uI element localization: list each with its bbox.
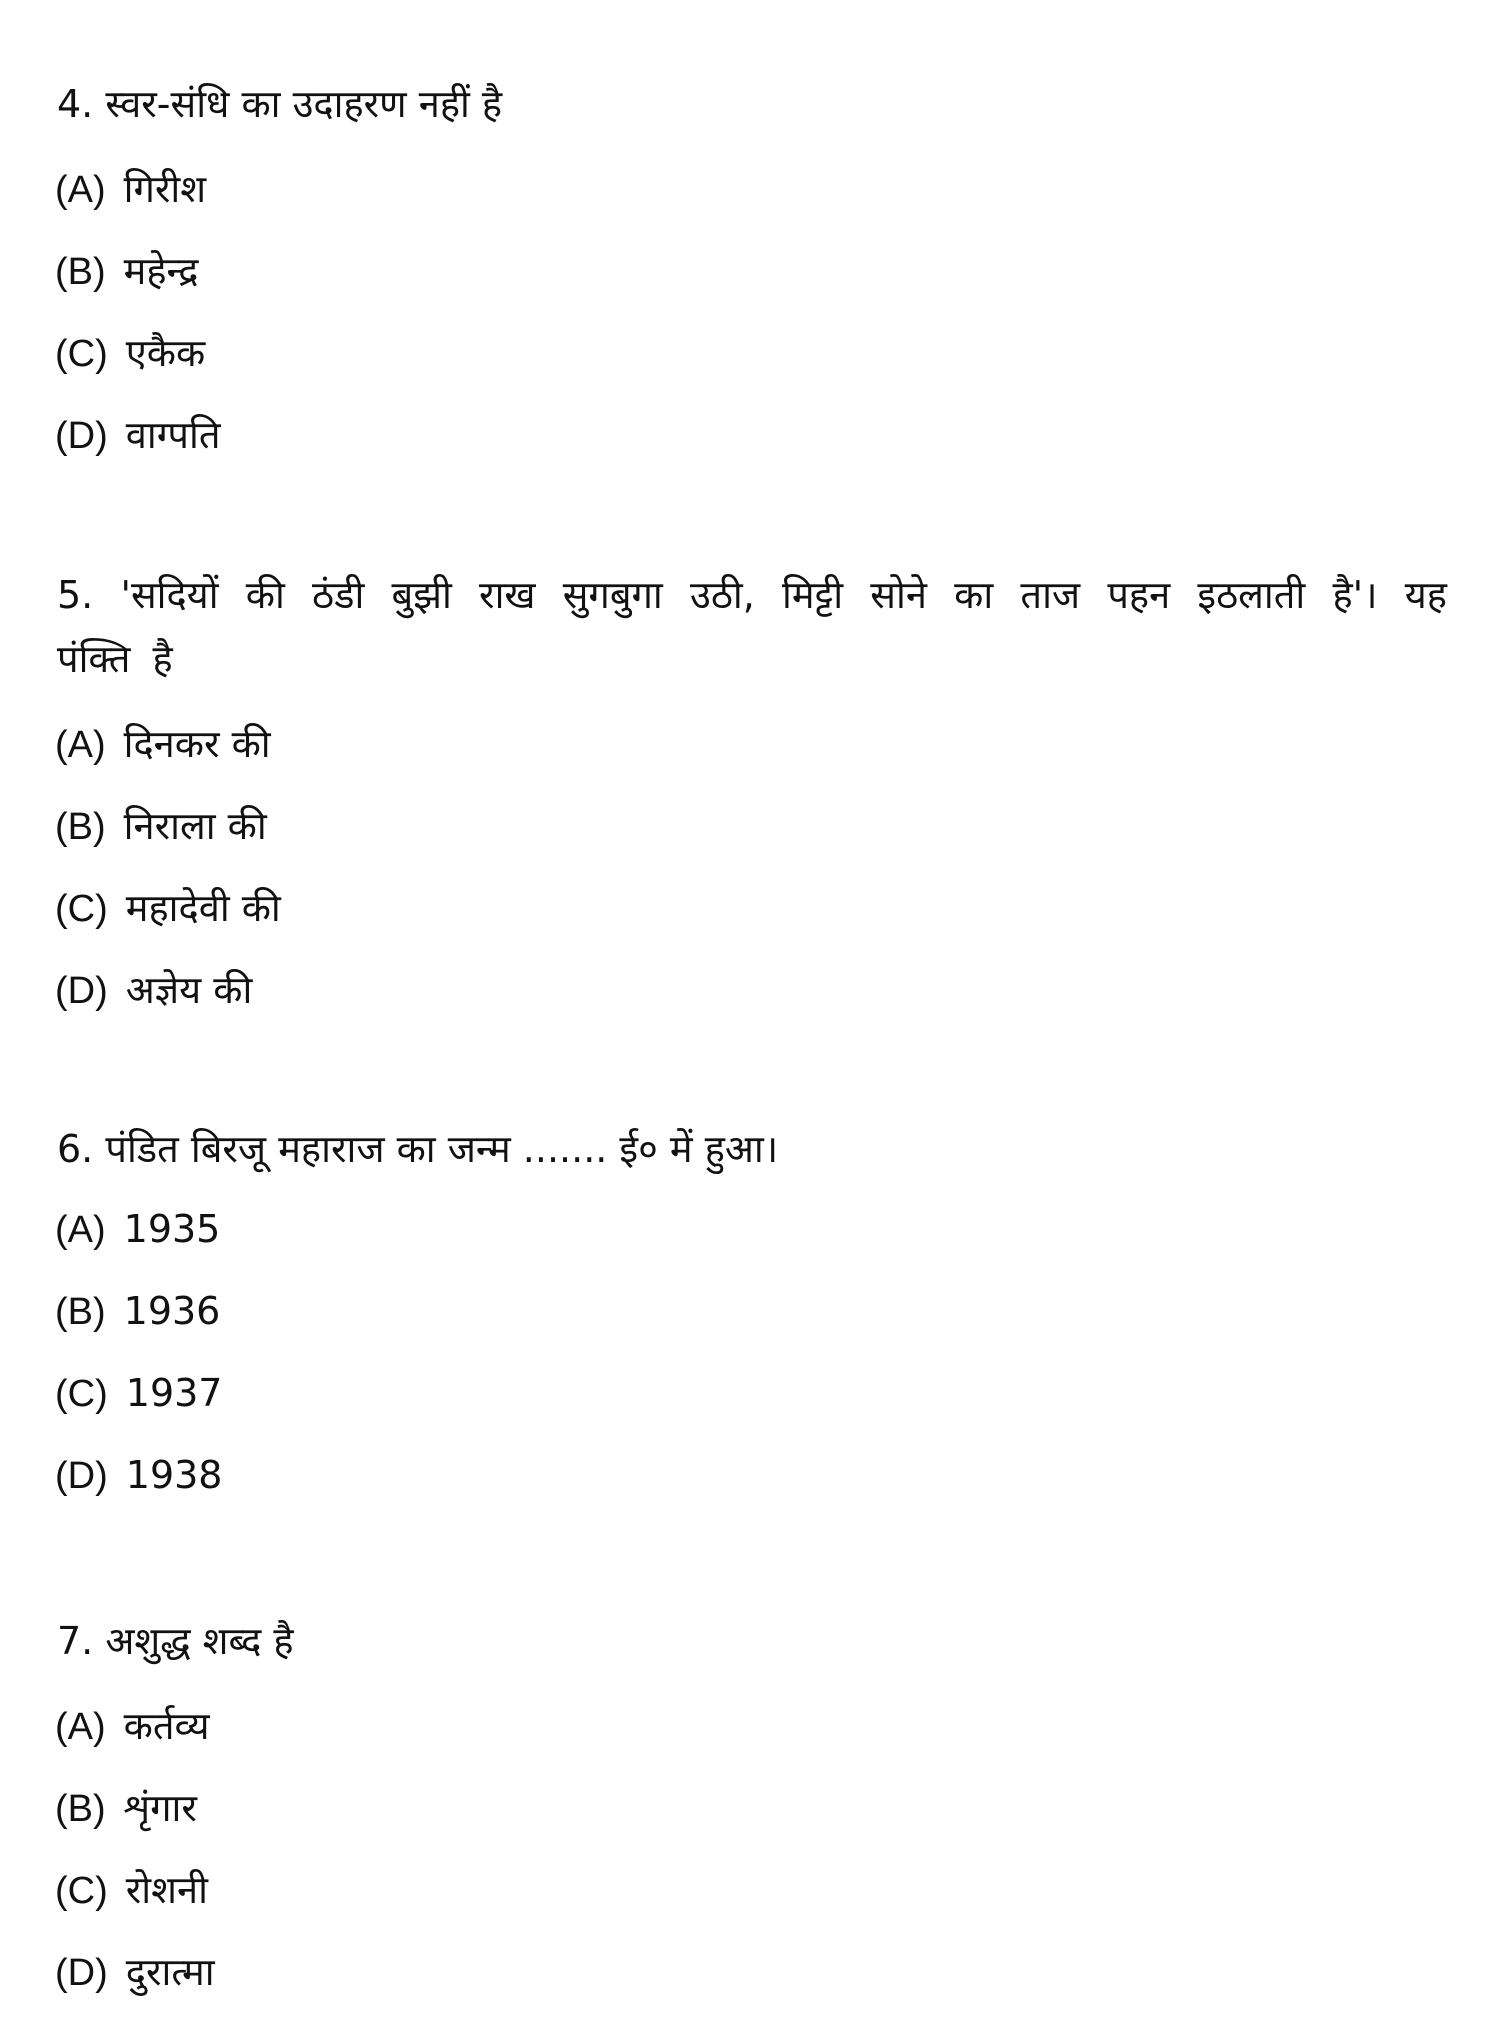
option-label: (A): [55, 1209, 106, 1251]
option-7d: [55, 1945, 215, 1997]
option-text: गिरीश: [123, 167, 207, 211]
option-text: कर्तव्य: [123, 1704, 210, 1748]
option-text: अज्ञेय की: [125, 968, 253, 1012]
option-5c: [55, 881, 281, 933]
question-number: 5.: [57, 573, 94, 617]
option-label: (D): [55, 415, 108, 457]
option-label: (A): [55, 724, 106, 766]
option-4c: [55, 326, 205, 378]
option-label: (D): [55, 970, 108, 1012]
option-text: महेन्द्र: [123, 249, 199, 293]
option-label: (D): [55, 1455, 108, 1497]
question-text: स्वर-संधि का उदाहरण नहीं है: [105, 82, 503, 126]
option-5a: [55, 717, 271, 769]
option-4b: [55, 244, 198, 296]
option-text: निराला की: [123, 804, 267, 848]
option-6b: [55, 1289, 220, 1334]
option-5b: [55, 799, 267, 851]
option-label: (C): [55, 333, 108, 375]
option-text: 1936: [123, 1289, 221, 1333]
option-5d: [55, 963, 252, 1015]
option-label: (B): [55, 1291, 106, 1333]
question-number: 4.: [57, 82, 94, 126]
option-label: (A): [55, 1706, 106, 1748]
option-text: वाग्पति: [125, 413, 221, 457]
question-text: अशुद्ध शब्द है: [105, 1619, 294, 1663]
option-4d: [55, 408, 221, 460]
option-text: रोशनी: [125, 1868, 208, 1912]
option-7c: [55, 1863, 208, 1915]
option-text: एकैक: [125, 331, 206, 375]
option-label: (B): [55, 806, 106, 848]
question-5: [57, 563, 1447, 691]
option-6d: [55, 1453, 222, 1498]
question-6: [57, 1117, 778, 1181]
option-label: (C): [55, 1373, 108, 1415]
question-number: 7.: [57, 1619, 94, 1663]
option-7b: [55, 1781, 197, 1833]
option-7a: [55, 1699, 210, 1751]
option-4a: [55, 162, 206, 214]
question-number: 6.: [57, 1127, 94, 1171]
question-7: [57, 1609, 294, 1673]
option-label: (D): [55, 1952, 108, 1994]
option-label: (C): [55, 1870, 108, 1912]
option-label: (C): [55, 888, 108, 930]
question-text: 'सदियों की ठंडी बुझी राख सुगबुगा उठी, मिट्टी सोने का ताज पहन इठलाती है'। यह पंक्ति है: [57, 573, 1447, 681]
option-label: (B): [55, 1788, 106, 1830]
option-label: (A): [55, 169, 106, 211]
question-text: पंडित बिरजू महाराज का जन्म ....... ई० में हुआ।: [105, 1127, 779, 1171]
option-text: 1935: [123, 1207, 221, 1251]
option-text: दिनकर की: [123, 722, 271, 766]
option-6a: [55, 1207, 220, 1252]
option-text: 1938: [125, 1453, 223, 1497]
question-4: [57, 72, 502, 136]
option-label: (B): [55, 251, 106, 293]
option-text: शृंगार: [123, 1786, 197, 1830]
option-6c: [55, 1371, 222, 1416]
option-text: 1937: [125, 1371, 223, 1415]
option-text: दुरात्मा: [125, 1950, 215, 1994]
option-text: महादेवी की: [125, 886, 281, 930]
